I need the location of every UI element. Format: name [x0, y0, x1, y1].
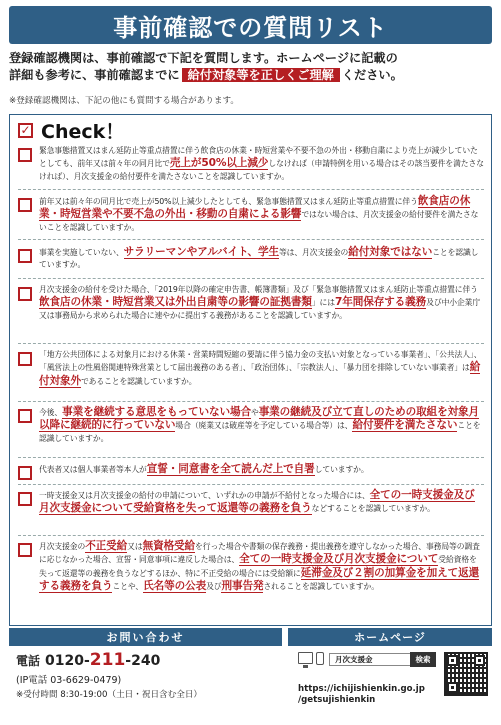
item-emphasis: 飲食店の休業・時短営業や不要不急の外出・移動の自粛による影響 — [39, 195, 471, 221]
check-item-1 — [18, 145, 484, 183]
divider — [18, 401, 484, 402]
item-emphasis: 宣誓・同意書を全て読んだ上で自署 — [146, 463, 315, 475]
smartphone-icon — [316, 652, 324, 665]
search-button[interactable]: 検索 — [410, 652, 436, 667]
phone-part-1: 0120- — [45, 653, 90, 669]
search-box[interactable] — [329, 653, 414, 666]
check-label: Check！ — [41, 120, 125, 143]
item-emphasis: 飲食店の休業・時短営業又は外出自粛等の影響の証拠書類 — [39, 296, 312, 309]
item-text: されることを認識していますか。 — [263, 581, 379, 591]
check-item-4 — [18, 284, 484, 322]
homepage-heading: ホームページ — [288, 628, 492, 646]
contact-info — [16, 650, 276, 700]
item-text: していますか。 — [314, 465, 369, 474]
item-text: ことや、 — [112, 581, 144, 591]
page-title: 事前確認での質問リスト — [9, 6, 492, 44]
check-item-2 — [18, 195, 484, 234]
phone-label: 電話 — [16, 654, 41, 668]
item-text: ことを認識していますか。 — [39, 421, 481, 443]
item-emphasis: 全ての一時支援金及び月次支援金について — [239, 553, 439, 566]
item-text: ことを認識していますか。 — [39, 248, 479, 270]
divider — [18, 457, 484, 458]
item-emphasis: 7年間保存する義務 — [334, 296, 427, 309]
checkbox[interactable] — [18, 466, 32, 480]
check-panel — [9, 114, 492, 626]
qr-corner — [474, 655, 485, 666]
search-text: 月次支援金 — [335, 655, 373, 664]
check-item-text — [39, 246, 484, 272]
item-text: 緊急事態措置又はまん延防止等重点措置に伴う飲食店の休業・時短営業や不要不急の外出・移動自粛により売上が減少していたとしても、前年又は前々年の同月比で — [39, 146, 478, 169]
monitor-icon — [298, 652, 313, 664]
ip-phone: (IP電話 03-6629-0479) — [16, 675, 122, 686]
phone-number[interactable] — [16, 650, 276, 670]
check-item-7 — [18, 463, 484, 480]
divider — [18, 278, 484, 279]
homepage-info — [292, 650, 492, 722]
intro-text — [9, 50, 492, 84]
checkbox[interactable] — [18, 492, 32, 506]
check-item-text — [39, 540, 484, 593]
divider — [18, 535, 484, 536]
reception-hours: ※受付時間 8:30-19:00（土日・祝日含む全日） — [16, 690, 203, 700]
check-heading — [18, 120, 125, 143]
qr-corner — [447, 655, 458, 666]
item-emphasis: 給付対象外 — [39, 361, 481, 387]
qr-corner — [447, 682, 458, 693]
item-text: 又は — [127, 542, 143, 551]
item-text: や — [250, 408, 259, 417]
check-item-3 — [18, 246, 484, 272]
item-emphasis: 全ての一時支援金及び月次支援金について受給資格を失って返還等の義務を負う — [39, 489, 475, 515]
checkbox[interactable] — [18, 249, 32, 263]
item-emphasis: 無資格受給 — [142, 540, 196, 552]
item-text: を行った場合や書類の保存義務・提出義務を遵守しなかった場合、事務局等の調査に応じなかった場合、宣誓・同意事項に違反した場合は、 — [39, 542, 480, 565]
item-emphasis: 事業の継続及び立て直しのための取組を対象月以降に継続的に行っていない — [39, 406, 480, 432]
divider — [18, 239, 484, 240]
checkbox[interactable] — [18, 198, 32, 212]
check-item-6 — [18, 406, 484, 445]
checkbox[interactable] — [18, 287, 32, 301]
intro-line-2 — [9, 67, 492, 84]
item-emphasis: 給付要件を満たさない — [352, 419, 458, 432]
check-item-8 — [18, 489, 484, 516]
item-text: 受給資格を失って返還等の義務を負うなどするほか、特に不正受給の場合には受給額に — [39, 555, 477, 578]
item-text: 及び — [206, 581, 222, 591]
item-emphasis: 給付対象ではない — [348, 246, 433, 258]
item-text: などすることを認識していますか。 — [311, 504, 435, 514]
item-emphasis: 刑事告発 — [221, 579, 264, 592]
intro-line-2a: 詳細も参考に、事前確認までに — [9, 68, 180, 82]
divider — [18, 189, 484, 190]
device-icons — [298, 652, 324, 665]
item-text: 前年又は前々年の同月比で売上が50%以上減少したとしても、緊急事態措置又はまん延防止等重点措置に伴う — [39, 197, 418, 206]
check-item-text — [39, 145, 484, 183]
item-text: 及び中小企業庁又は事務局から求められた場合に速やかに提出する義務があることを認識していますか。 — [39, 298, 481, 320]
item-emphasis: 延滞金及び２割の加算金を加えて返還する義務を負う — [39, 566, 480, 592]
check-item-text — [39, 195, 484, 234]
url-line-2: /getsujishienkin — [298, 695, 376, 705]
item-text: 一時支援金又は月次支援金の給付の申請について、いずれかの申請が不給付となった場合には、 — [39, 491, 370, 500]
divider — [18, 343, 484, 344]
checkbox[interactable] — [18, 148, 32, 162]
item-emphasis: サラリーマンやアルバイト、学生 — [123, 246, 279, 258]
phone-part-2: 211 — [89, 650, 126, 670]
item-text: 月次支援金の — [39, 542, 86, 551]
checkbox[interactable] — [18, 352, 32, 366]
check-item-text — [39, 463, 369, 476]
check-item-text — [39, 284, 484, 322]
checkbox[interactable] — [18, 409, 32, 423]
item-text: 」には — [311, 298, 335, 308]
divider — [18, 484, 484, 485]
item-text: ではない場合は、月次支援金の給付要件を満たさないことを認識していますか。 — [39, 210, 479, 232]
item-emphasis: 事業を継続する意思をもっていない場合 — [62, 406, 251, 418]
item-emphasis: 売上が50%以上減少 — [169, 157, 269, 170]
phone-part-3: -240 — [125, 653, 161, 669]
intro-note: ※登録確認機関は、下記の他にも質問する場合があります。 — [9, 96, 239, 106]
item-text: 月次支援金の給付を受けた場合、「2019年以降の確定申告書、帳簿書類」及び「緊急事態措置又はまん延防止等重点措置に伴う — [39, 285, 478, 294]
homepage-url[interactable] — [298, 684, 438, 706]
item-text: であることを認識していますか。 — [80, 376, 197, 386]
item-text: 事業を実施していない、 — [39, 248, 124, 257]
check-item-text — [39, 489, 484, 516]
contact-heading: お問い合わせ — [9, 628, 282, 646]
checkbox[interactable] — [18, 543, 32, 557]
check-item-text — [39, 349, 484, 388]
item-text: しなければ（申請特例を用いる場合はその該当要件を満たさなければ）、月次支援金の給付要件を満たさないことを認識していますか。 — [39, 159, 484, 181]
intro-highlight: 給付対象等を正しくご理解 — [182, 68, 340, 82]
item-text: 今後、 — [39, 408, 63, 417]
item-text: 代表者又は個人事業者等本人が — [39, 465, 147, 474]
item-text: 等は、月次支援金の — [278, 248, 349, 257]
intro-line-2b: ください。 — [341, 68, 403, 82]
item-emphasis: 不正受給 — [85, 540, 128, 552]
intro-line-1: 登録確認機関は、事前確認で下記を質問します。ホームページに記載の — [9, 51, 398, 65]
item-text: 場合（廃業又は破産等を予定している場合等）は、 — [175, 421, 353, 431]
url-line-1: https://ichijishienkin.go.jp — [298, 684, 425, 694]
item-emphasis: 氏名等の公表 — [143, 579, 207, 592]
check-item-text — [39, 406, 484, 445]
item-text: 「地方公共団体による対象月における休業・営業時間短縮の要請に伴う協力金の支払い対象となっている事業者」、「公共法人」、「風営法上の性風俗関連特殊営業として届出義務のある者」、「政治団体」、「宗教法人」、「暴力団を排除していない事業者」は — [39, 350, 482, 373]
check-mark-icon: ✓ — [18, 123, 33, 138]
check-item-9 — [18, 540, 484, 593]
qr-code-icon[interactable] — [444, 652, 488, 696]
check-item-5 — [18, 349, 484, 388]
